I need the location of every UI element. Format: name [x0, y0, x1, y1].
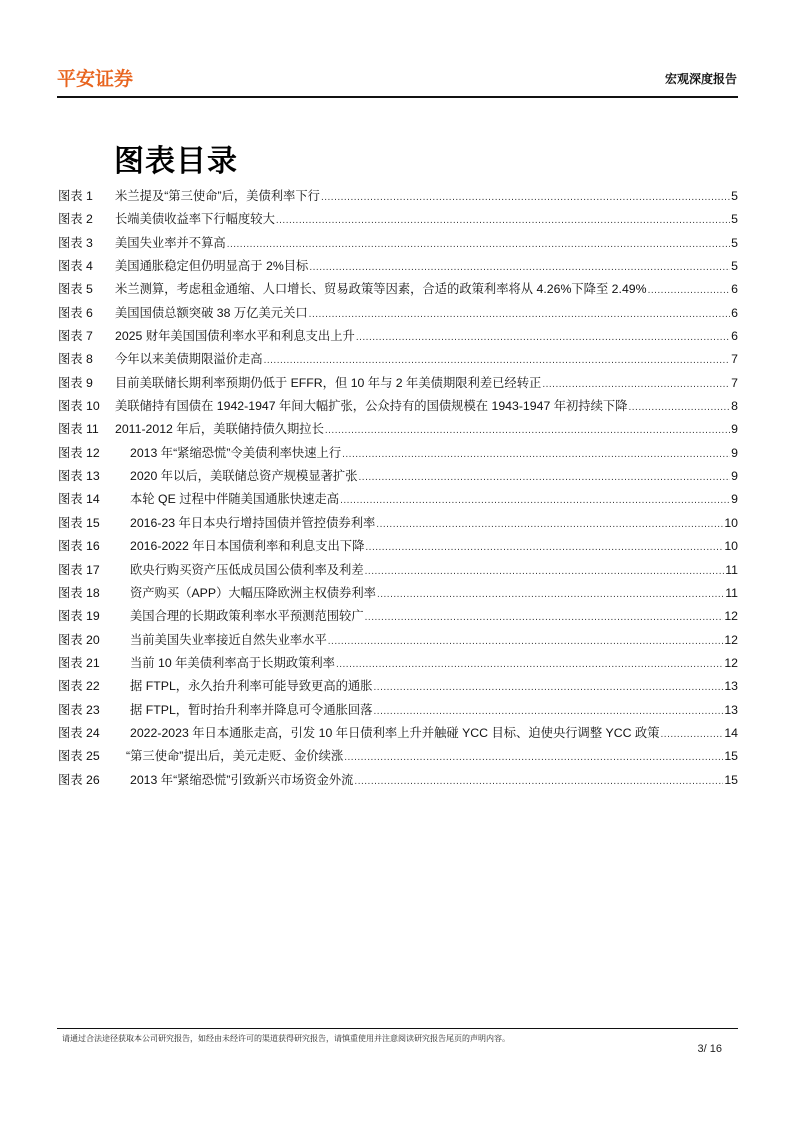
- toc-entry-title: 2022-2023 年日本通胀走高，引发 10 年日债利率上升并触碰 YCC 目标、迫使央行调整 YCC 政策: [130, 725, 660, 740]
- toc-entry[interactable]: [58, 466, 738, 489]
- toc-entry-label: 图表 10: [58, 399, 100, 414]
- toc-entry-page: 5: [731, 189, 738, 203]
- toc-entry-label: 图表 1: [58, 189, 93, 203]
- toc-entry[interactable]: [58, 630, 738, 653]
- toc-entry-label: 图表 25: [58, 749, 100, 764]
- toc-entry-title: 据 FTPL，暂时抬升利率并降息可令通胀回落: [130, 702, 373, 717]
- dot-leader: [661, 729, 724, 740]
- toc-entry[interactable]: [58, 186, 738, 209]
- toc-entry-title: 2020 年以后，美联储总资产规模显著扩张: [130, 469, 358, 484]
- toc-entry[interactable]: [58, 419, 738, 442]
- footer-disclaimer: 请通过合法途径获取本公司研究报告，如经由未经许可的渠道获得研究报告，请慎重使用并注意阅读研究报告尾页的声明内容。: [62, 1034, 510, 1043]
- dot-leader: [264, 355, 731, 366]
- toc-entry-title: “第三使命”提出后，美元走贬、金价续涨: [126, 749, 344, 764]
- toc-entry-label: 图表 23: [58, 702, 100, 717]
- dot-leader: [336, 659, 723, 670]
- toc-entry-page: 10: [724, 539, 738, 554]
- toc-entry-title: 2016-2022 年日本国债利率和利息支出下降: [130, 539, 365, 554]
- dot-leader: [628, 402, 730, 413]
- toc-entry[interactable]: [58, 443, 738, 466]
- dot-leader: [365, 542, 723, 553]
- footer-divider: [57, 1028, 738, 1029]
- toc-entry-title: 2013 年“紧缩恐慌”引致新兴市场资金外流: [130, 772, 354, 787]
- toc-entry-page: 9: [731, 469, 738, 484]
- toc-entry-label: 图表 20: [58, 632, 100, 647]
- toc-entry-page: 7: [731, 352, 738, 367]
- dot-leader: [356, 332, 730, 343]
- dot-leader: [328, 636, 724, 647]
- toc-entry-page: 5: [731, 235, 738, 250]
- toc-entry[interactable]: [58, 326, 738, 349]
- toc-entry-label: 图表 3: [58, 235, 93, 250]
- toc-entry-page: 12: [724, 609, 738, 624]
- toc-entry-page: 14: [724, 725, 738, 740]
- toc-entry-page: 15: [724, 772, 738, 787]
- dot-leader: [376, 519, 723, 530]
- toc-entry[interactable]: [58, 233, 738, 256]
- toc-entry[interactable]: [58, 303, 738, 326]
- page-number: 3/ 16: [697, 1043, 722, 1055]
- toc-entry-title: 资产购买（APP）大幅压降欧洲主权债券利率: [130, 585, 376, 600]
- toc-entry-label: 图表 17: [58, 562, 100, 577]
- toc-entry-page: 10: [724, 515, 738, 530]
- toc-entry-title: 目前美联储长期利率预期仍低于 EFFR，但 10 年与 2 年美债期限利差已经转正: [115, 375, 542, 390]
- dot-leader: [309, 309, 730, 320]
- dot-leader: [365, 566, 725, 577]
- toc-title: 图表目录: [114, 145, 238, 178]
- toc-entry-label: 图表 4: [58, 259, 93, 274]
- toc-entry-page: 9: [731, 492, 738, 507]
- toc-entry[interactable]: [58, 676, 738, 699]
- toc-entry-title: 当前美国失业率接近自然失业率水平: [130, 632, 327, 647]
- toc-entry-title: 米兰提及“第三使命”后，美债利率下行: [115, 189, 320, 203]
- dot-leader: [227, 239, 730, 250]
- toc-entry-label: 图表 12: [58, 445, 100, 460]
- dot-leader: [325, 425, 730, 436]
- toc-entry-label: 图表 24: [58, 725, 100, 740]
- toc-entry-page: 6: [731, 329, 738, 344]
- dot-leader: [365, 612, 724, 623]
- report-type: 宏观深度报告: [664, 72, 737, 86]
- toc-entry-title: 今年以来美债期限溢价走高: [115, 352, 263, 367]
- toc-entry[interactable]: [58, 700, 738, 723]
- toc-entry-label: 图表 18: [58, 585, 100, 600]
- toc-entry[interactable]: [58, 560, 738, 583]
- toc-entry-title: 美国合理的长期政策利率水平预测范围较广: [130, 609, 364, 624]
- toc-entry-label: 图表 6: [58, 305, 93, 320]
- dot-leader: [359, 472, 731, 483]
- toc-entry[interactable]: [58, 513, 738, 536]
- toc-entry-label: 图表 11: [58, 422, 99, 437]
- toc-entry-label: 图表 22: [58, 679, 100, 694]
- toc-entry-page: 6: [731, 305, 738, 320]
- dot-leader: [276, 215, 730, 226]
- toc-entry-label: 图表 15: [58, 515, 100, 530]
- toc-entry[interactable]: [58, 489, 738, 512]
- toc-entry-title: 2011-2012 年后，美联储持债久期拉长: [115, 422, 324, 437]
- toc-entry[interactable]: [58, 279, 738, 302]
- dot-leader: [344, 752, 723, 763]
- toc-entry[interactable]: [58, 723, 738, 746]
- toc-entry-page: 7: [731, 375, 738, 390]
- toc-entry-title: 长端美债收益率下行幅度较大: [115, 212, 275, 227]
- toc-entry[interactable]: [58, 256, 738, 279]
- toc-entry[interactable]: [58, 536, 738, 559]
- company-logo: 平安证券: [57, 69, 134, 90]
- toc-entry-page: 11: [725, 585, 738, 600]
- toc-entry-page: 11: [725, 562, 738, 577]
- toc-entry-title: 2016-23 年日本央行增持国债并管控债券利率: [130, 515, 376, 530]
- toc-entry-page: 12: [724, 632, 738, 647]
- toc-entry-page: 13: [724, 702, 738, 717]
- toc-entry-page: 9: [731, 445, 738, 460]
- dot-leader: [340, 495, 730, 506]
- toc-entry[interactable]: [58, 653, 738, 676]
- toc-entry[interactable]: [58, 606, 738, 629]
- toc-entry[interactable]: [58, 770, 738, 793]
- toc-entry[interactable]: [58, 349, 738, 372]
- toc-entry-label: 图表 21: [58, 655, 100, 670]
- toc-entry-page: 6: [731, 282, 738, 297]
- toc-entry[interactable]: [58, 373, 738, 396]
- dot-leader: [377, 589, 724, 600]
- toc-entry-label: 图表 5: [58, 282, 93, 297]
- toc-entry-page: 13: [724, 679, 738, 694]
- toc-entry-title: 当前 10 年美债利率高于长期政策利率: [130, 655, 335, 670]
- toc-entry-page: 8: [731, 399, 738, 414]
- toc-entry-label: 图表 8: [58, 352, 93, 367]
- dot-leader: [321, 192, 730, 203]
- toc-entry-label: 图表 19: [58, 609, 100, 624]
- toc-entry-title: 2013 年“紧缩恐慌”令美债利率快速上行: [130, 445, 342, 460]
- dot-leader: [354, 776, 723, 787]
- header-divider: [57, 96, 738, 98]
- dot-leader: [648, 285, 731, 296]
- toc-entry-title: 美国通胀稳定但仍明显高于 2%目标: [115, 259, 309, 274]
- toc-entry-page: 5: [731, 212, 738, 227]
- toc-entry-label: 图表 9: [58, 375, 93, 390]
- toc-entry[interactable]: [58, 396, 738, 419]
- toc-entry-page: 15: [724, 749, 738, 764]
- toc-entry-label: 图表 2: [58, 212, 93, 227]
- dot-leader: [374, 682, 724, 693]
- toc-entry-title: 米兰测算，考虑租金通缩、人口增长、贸易政策等因素，合适的政策利率将从 4.26%下降至 2.49%: [115, 282, 647, 297]
- dot-leader: [542, 379, 730, 390]
- toc-entry-title: 本轮 QE 过程中伴随美国通胀快速走高: [130, 492, 340, 507]
- figure-toc-list: [58, 186, 738, 793]
- toc-entry-label: 图表 7: [58, 329, 93, 344]
- toc-entry-title: 美国国债总额突破 38 万亿美元关口: [115, 305, 308, 320]
- dot-leader: [374, 706, 724, 717]
- toc-entry[interactable]: [58, 746, 738, 769]
- toc-entry-page: 5: [731, 259, 738, 274]
- dot-leader: [309, 262, 730, 273]
- dot-leader: [342, 449, 730, 460]
- toc-entry-page: 9: [731, 422, 738, 437]
- toc-entry-title: 美国失业率并不算高: [115, 235, 226, 250]
- toc-entry[interactable]: [58, 583, 738, 606]
- toc-entry-label: 图表 16: [58, 539, 100, 554]
- toc-entry-title: 2025 财年美国国债利率水平和利息支出上升: [115, 329, 355, 344]
- toc-entry-page: 12: [724, 655, 738, 670]
- toc-entry-title: 据 FTPL，永久抬升利率可能导致更高的通胀: [130, 679, 373, 694]
- toc-entry[interactable]: [58, 209, 738, 232]
- toc-entry-label: 图表 14: [58, 492, 100, 507]
- toc-entry-title: 美联储持有国债在 1942-1947 年间大幅扩张，公众持有的国债规模在 1943-1947 年初持续下降: [115, 399, 628, 414]
- toc-entry-title: 欧央行购买资产压低成员国公债利率及利差: [130, 562, 364, 577]
- toc-entry-label: 图表 13: [58, 469, 100, 484]
- toc-entry-label: 图表 26: [58, 772, 100, 787]
